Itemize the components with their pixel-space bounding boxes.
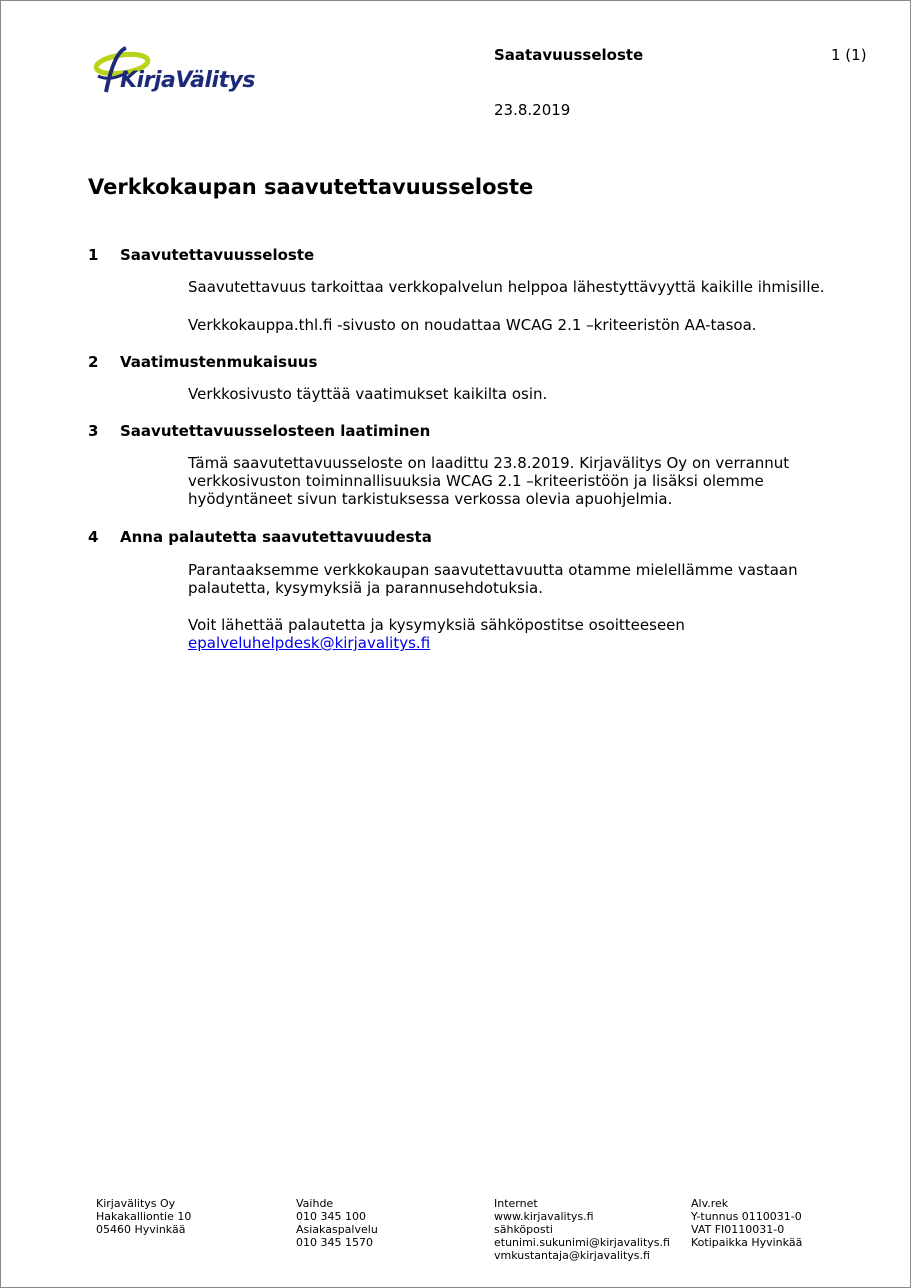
logo-text: KirjaVälitys <box>120 68 256 93</box>
email-label: sähköposti <box>494 1223 553 1236</box>
section-3-paragraph-1: Tämä saavutettavuusseloste on laadittu 23.8.2019. Kirjavälitys Oy on verrannut verkkosivuston toiminnallisuuksia WCAG 2.1 –kriteeristöön ja lisäksi olemme hyödyntäneet sivun tarkistuksessa verkossa olevia apuohjelmia. <box>188 454 790 508</box>
section-4-paragraph-2 <box>188 616 848 652</box>
document-date: 23.8.2019 <box>494 101 571 119</box>
company-street: Hakakalliontie 10 <box>96 1210 192 1223</box>
website: www.kirjavalitys.fi <box>494 1210 594 1223</box>
contact-text: Voit lähettää palautetta ja kysymyksiä sähköpostitse osoitteeseen <box>188 616 685 634</box>
vat-number: VAT FI0110031-0 <box>691 1223 785 1236</box>
feedback-email-link[interactable]: epalveluhelpdesk@kirjavalitys.fi <box>188 634 431 652</box>
section-title: Anna palautetta saavutettavuudesta <box>120 528 432 546</box>
customer-service-label: Asiakaspalvelu <box>296 1223 378 1236</box>
domicile: Kotipaikka Hyvinkää <box>691 1236 803 1249</box>
section-title: Vaatimustenmukaisuus <box>120 353 318 371</box>
page-title: Verkkokaupan saavutettavuusseloste <box>88 175 534 199</box>
section-heading-3 <box>88 422 430 440</box>
section-1-paragraph-2: Verkkokauppa.thl.fi -sivusto on noudattaa WCAG 2.1 –kriteeristön AA-tasoa. <box>188 316 757 334</box>
footer-registration <box>691 1197 802 1249</box>
section-number: 1 <box>88 246 99 264</box>
footer-internet <box>494 1197 670 1262</box>
company-postal: 05460 Hyvinkää <box>96 1223 186 1236</box>
kirjavalitys-logo <box>92 42 272 102</box>
section-heading-1 <box>88 246 314 264</box>
document-type: Saatavuusseloste <box>494 46 644 64</box>
footer-company <box>96 1197 191 1236</box>
vat-reg-label: Alv.rek <box>691 1197 729 1210</box>
switchboard-label: Vaihde <box>296 1197 334 1210</box>
page-number: 1 (1) <box>831 46 867 64</box>
customer-service-number: 010 345 1570 <box>296 1236 373 1249</box>
email-format: etunimi.sukunimi@kirjavalitys.fi <box>494 1236 670 1249</box>
publisher-email: vmkustantaja@kirjavalitys.fi <box>494 1249 650 1262</box>
switchboard-number: 010 345 100 <box>296 1210 366 1223</box>
business-id: Y-tunnus 0110031-0 <box>691 1210 802 1223</box>
section-number: 2 <box>88 353 99 371</box>
section-1-paragraph-1: Saavutettavuus tarkoittaa verkkopalvelun helppoa lähestyttävyyttä kaikille ihmisille. <box>188 278 825 296</box>
section-4-paragraph-1: Parantaaksemme verkkokaupan saavutettavuutta otamme mielellämme vastaan palautetta, kysymyksiä ja parannusehdotuksia. <box>188 561 798 597</box>
section-number: 4 <box>88 528 99 546</box>
section-heading-2 <box>88 353 317 371</box>
section-title: Saavutettavuusselosteen laatiminen <box>120 422 431 440</box>
footer-phone <box>296 1197 378 1249</box>
section-number: 3 <box>88 422 99 440</box>
section-heading-4 <box>88 528 432 546</box>
section-2-paragraph-1: Verkkosivusto täyttää vaatimukset kaikilta osin. <box>188 385 548 403</box>
internet-label: Internet <box>494 1197 538 1210</box>
company-name: Kirjavälitys Oy <box>96 1197 176 1210</box>
section-title: Saavutettavuusseloste <box>120 246 315 264</box>
